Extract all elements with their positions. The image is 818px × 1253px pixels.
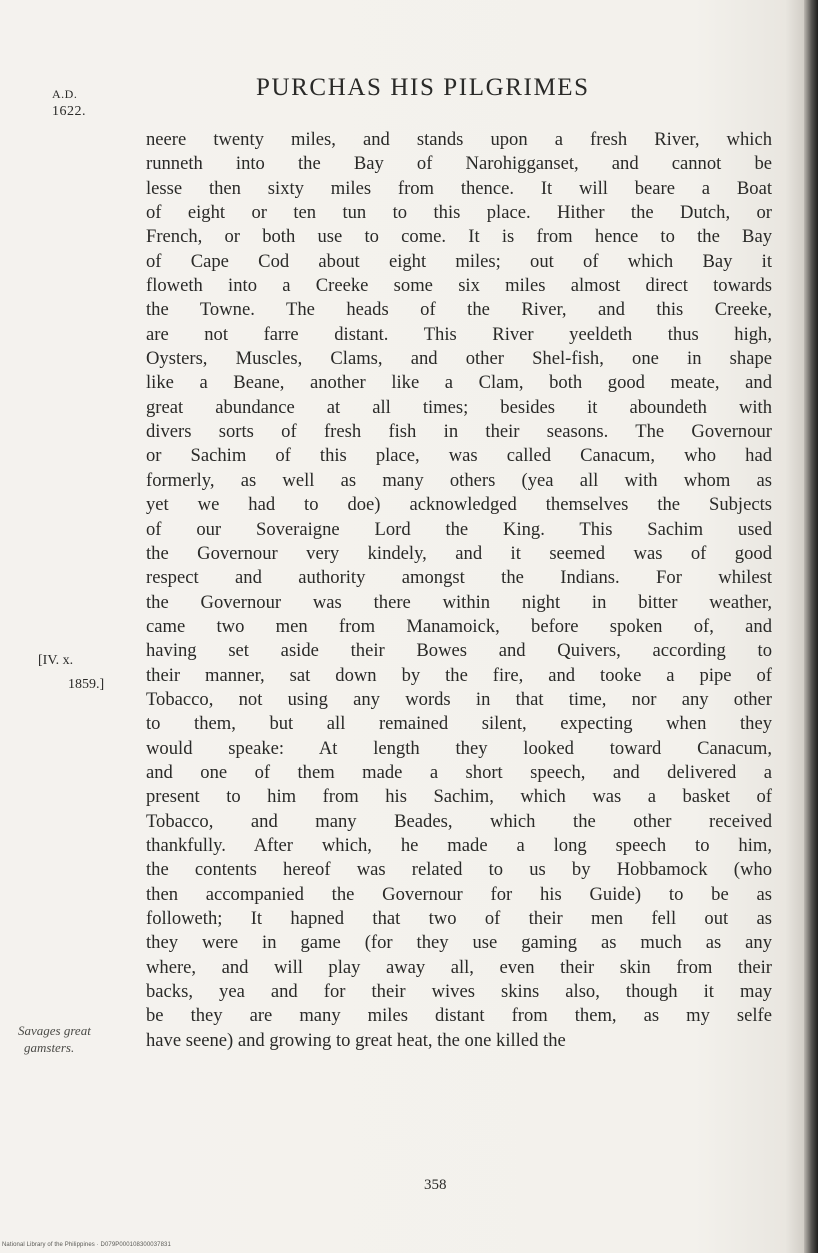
text-line: of eight or ten tun to this place. Hither the Dutch, or <box>146 202 772 224</box>
text-line: runneth into the Bay of Narohigganset, and cannot be <box>146 153 772 175</box>
text-line: French, or both use to come. It is from hence to the Bay <box>146 226 772 248</box>
text-line: formerly, as well as many others (yea all with whom as <box>146 469 772 491</box>
text-line: having set aside their Bowes and Quivers, according to <box>146 640 772 662</box>
margin-sidenote-line1: Savages great <box>18 1023 91 1038</box>
text-line: be they are many miles distant from them, as my selfe <box>146 1005 772 1027</box>
text-line: neere twenty miles, and stands upon a fresh River, which <box>146 129 772 150</box>
text-line: present to him from his Sachim, which was a basket of <box>146 786 772 808</box>
body-text <box>146 128 772 1053</box>
text-line: came two men from Manamoick, before spoken of, and <box>146 615 772 637</box>
text-line: lesse then sixty miles from thence. It will beare a Boat <box>146 177 772 199</box>
text-line: divers sorts of fresh fish in their seasons. The Governour <box>146 421 772 443</box>
text-line: and one of them made a short speech, and delivered a <box>146 761 772 783</box>
text-line: where, and will play away all, even their skin from their <box>146 956 772 978</box>
margin-year-ad: A.D. <box>52 87 78 101</box>
text-line: floweth into a Creeke some six miles almost direct towards <box>146 275 772 297</box>
text-line: yet we had to doe) acknowledged themselves the Subjects <box>146 494 772 516</box>
text-line: the Towne. The heads of the River, and this Creeke, <box>146 299 772 321</box>
text-line: Tobacco, and many Beades, which the other received <box>146 810 772 832</box>
text-line: their manner, sat down by the fire, and tooke a pipe of <box>146 664 772 686</box>
footer-credit: National Library of the Philippines · D079P000108300037831 <box>2 1242 171 1248</box>
page-number: 358 <box>424 1177 447 1193</box>
text-line: the Governour was there within night in bitter weather, <box>146 591 772 613</box>
text-line: the Governour very kindely, and it seemed was of good <box>146 542 772 564</box>
text-line: are not farre distant. This River yeeldeth thus high, <box>146 323 772 345</box>
text-line: the contents hereof was related to us by Hobbamock (who <box>146 859 772 881</box>
margin-year <box>52 86 86 120</box>
text-line: followeth; It hapned that two of their men fell out as <box>146 908 772 929</box>
text-line: Oysters, Muscles, Clams, and other Shel-fish, one in shape <box>146 348 772 370</box>
text-line: of Cape Cod about eight miles; out of which Bay it <box>146 250 772 272</box>
text-line: thankfully. After which, he made a long speech to him, <box>146 834 772 856</box>
text-line: great abundance at all times; besides it aboundeth with <box>146 396 772 418</box>
margin-reference-page: 1859.] <box>68 677 105 692</box>
text-line: to them, but all remained silent, expecting when they <box>146 713 772 735</box>
text-line: they were in game (for they use gaming as much as any <box>146 932 772 954</box>
text-line: Tobacco, not using any words in that time, nor any other <box>146 688 772 710</box>
text-line: then accompanied the Governour for his Guide) to be as <box>146 883 772 905</box>
margin-sidenote-line2: gamsters. <box>24 1040 75 1055</box>
text-line: respect and authority amongst the Indians. For whilest <box>146 567 772 589</box>
margin-year-value: 1622. <box>52 104 86 119</box>
text-line: or Sachim of this place, was called Canacum, who had <box>146 445 772 467</box>
text-line: backs, yea and for their wives skins also, though it may <box>146 981 772 1003</box>
text-line: like a Beane, another like a Clam, both good meate, and <box>146 372 772 394</box>
page-gutter-shadow <box>804 0 818 1253</box>
text-line: would speake: At length they looked toward Canacum, <box>146 737 772 759</box>
margin-reference-volume: [IV. x. <box>38 653 74 668</box>
running-head: PURCHAS HIS PILGRIMES <box>256 74 590 101</box>
text-line: of our Soveraigne Lord the King. This Sachim used <box>146 518 772 540</box>
text-line: have seene) and growing to great heat, the one killed the <box>146 1029 566 1051</box>
margin-sidenote <box>18 1022 91 1056</box>
